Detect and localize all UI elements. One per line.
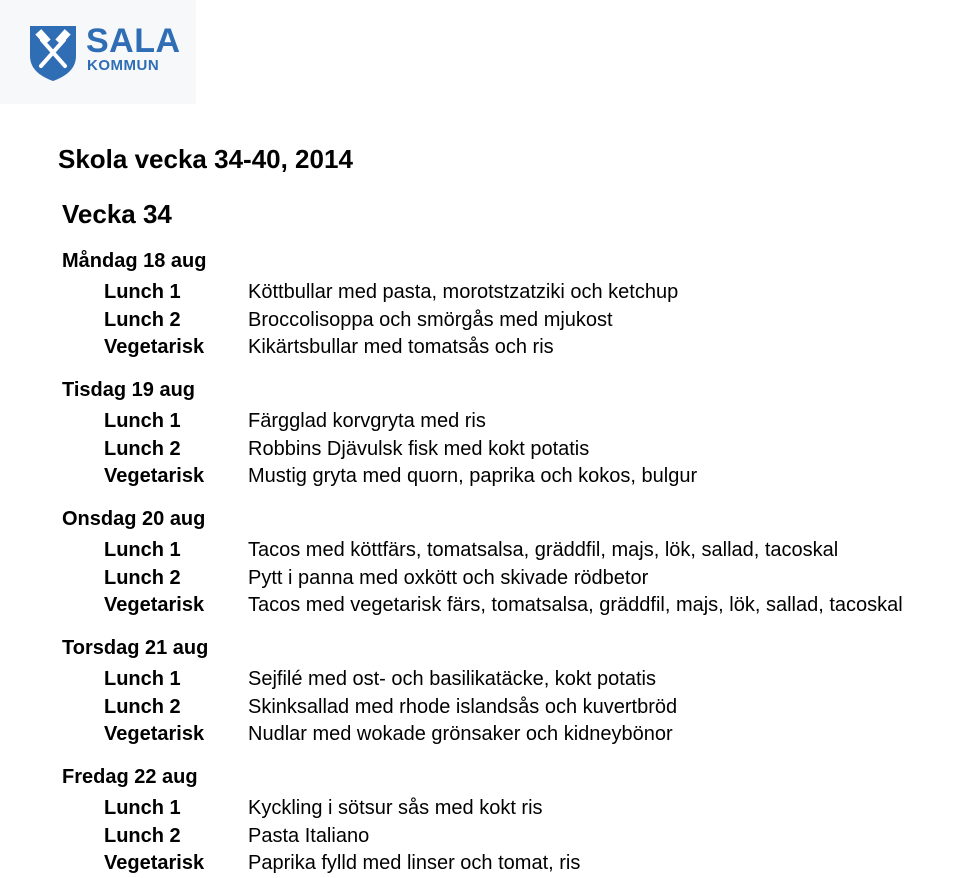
meal-row <box>62 565 960 593</box>
meal-type: Lunch 2 <box>104 308 181 331</box>
sala-kommun-logo <box>0 0 196 104</box>
shield-crossed-hammers-icon <box>26 22 80 82</box>
meal-type: Vegetarisk <box>104 723 205 745</box>
day-section-tuesday <box>62 378 960 491</box>
meal-dish: Sejfilé med ost- och basilikatäcke, kokt potatis <box>248 668 656 690</box>
meal-type: Lunch 2 <box>104 824 181 847</box>
day-section-thursday <box>62 636 960 749</box>
day-title: Tisdag 19 aug <box>62 379 196 401</box>
day-section-wednesday <box>62 507 960 620</box>
meal-row <box>62 463 960 491</box>
meal-type: Lunch 1 <box>104 410 181 432</box>
meal-row <box>62 823 960 851</box>
meal-type: Lunch 2 <box>104 695 181 718</box>
meal-row <box>62 334 960 362</box>
day-section-monday <box>62 249 960 362</box>
meal-list <box>62 408 960 491</box>
day-title: Torsdag 21 aug <box>62 637 209 659</box>
meal-row <box>62 592 960 620</box>
meal-dish: Paprika fylld med linser och tomat, ris <box>248 852 581 874</box>
meal-dish: Tacos med vegetarisk färs, tomatsalsa, gräddfil, majs, lök, sallad, tacoskal <box>248 594 903 616</box>
meal-type: Lunch 1 <box>104 539 181 561</box>
meal-type: Lunch 1 <box>104 668 181 690</box>
meal-dish: Robbins Djävulsk fisk med kokt potatis <box>248 437 590 460</box>
meal-list <box>62 279 960 362</box>
meal-row <box>62 850 960 878</box>
meal-type: Vegetarisk <box>104 852 205 874</box>
meal-row <box>62 537 960 565</box>
meal-type: Lunch 1 <box>104 281 181 303</box>
document-title: Skola vecka 34-40, 2014 <box>58 144 353 174</box>
day-title: Onsdag 20 aug <box>62 508 206 530</box>
meal-type: Lunch 2 <box>104 566 181 589</box>
meal-row <box>62 279 960 307</box>
meal-dish: Kyckling i sötsur sås med kokt ris <box>248 797 543 819</box>
meal-row <box>62 721 960 749</box>
meal-dish: Skinksallad med rhode islandsås och kuvertbröd <box>248 695 678 718</box>
meal-list <box>62 537 960 620</box>
meal-row <box>62 694 960 722</box>
day-section-friday <box>62 765 960 878</box>
meal-type: Lunch 2 <box>104 437 181 460</box>
logo-name: SALA <box>86 22 181 60</box>
meal-dish: Kikärtsbullar med tomatsås och ris <box>248 336 554 358</box>
meal-type: Vegetarisk <box>104 465 205 487</box>
meal-row <box>62 795 960 823</box>
meal-dish: Pytt i panna med oxkött och skivade rödbetor <box>248 566 649 589</box>
meal-dish: Köttbullar med pasta, morotstzatziki och ketchup <box>248 281 679 303</box>
meal-row <box>62 436 960 464</box>
meal-type: Vegetarisk <box>104 336 205 358</box>
meal-row <box>62 408 960 436</box>
meal-dish: Pasta Italiano <box>248 824 370 847</box>
meal-row <box>62 666 960 694</box>
meal-list <box>62 795 960 878</box>
day-title: Måndag 18 aug <box>62 250 207 272</box>
meal-row <box>62 307 960 335</box>
meal-list <box>62 666 960 749</box>
week-title: Vecka 34 <box>62 199 172 229</box>
day-title: Fredag 22 aug <box>62 766 198 788</box>
meal-dish: Nudlar med wokade grönsaker och kidneybönor <box>248 723 673 745</box>
meal-dish: Färgglad korvgryta med ris <box>248 410 486 432</box>
meal-dish: Mustig gryta med quorn, paprika och kokos, bulgur <box>248 465 698 487</box>
meal-dish: Broccolisoppa och smörgås med mjukost <box>248 308 613 331</box>
meal-type: Vegetarisk <box>104 594 205 616</box>
logo-subtitle: KOMMUN <box>87 57 160 74</box>
meal-type: Lunch 1 <box>104 797 181 819</box>
meal-dish: Tacos med köttfärs, tomatsalsa, gräddfil, majs, lök, sallad, tacoskal <box>248 539 839 561</box>
